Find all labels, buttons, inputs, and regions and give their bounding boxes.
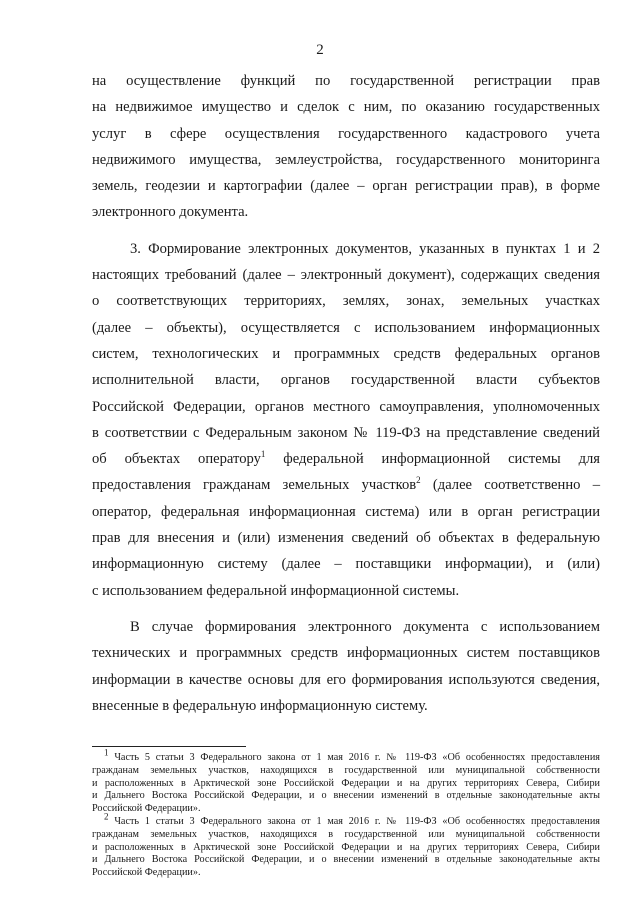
footnotes — [92, 747, 600, 880]
text-line: 3. Формирование электронных документов, указанных в пунктах 1 и 2 — [130, 240, 600, 257]
text-line: услуг в сфере осуществления государственного кадастрового учета — [92, 125, 600, 142]
footnote-line — [92, 747, 600, 765]
footnote-line: Российской Федерации». — [92, 867, 201, 879]
footnote-mark: 2 — [104, 811, 109, 822]
footnote-line: и Дальнего Востока Российской Федерации, и о внесении изменений в отдельные законодательные акты — [92, 790, 600, 802]
footnote-1 — [92, 747, 600, 816]
footnote-separator — [92, 746, 246, 747]
page-number: 2 — [316, 42, 324, 58]
footnote-mark: 1 — [104, 747, 109, 758]
footnote-line: и расположенных в Арктической зоне Российской Федерации и на других территориях Севера, Сибири — [92, 841, 600, 853]
footnote-line: гражданам земельных участков, находящихся в государственной или муниципальной собственности — [92, 828, 600, 840]
footnote-reference-2: 2 — [416, 475, 421, 486]
footnote-2 — [92, 811, 600, 880]
text-line: внесенные в федеральную информационную систему. — [92, 697, 428, 714]
text-line-with-footnote — [92, 446, 600, 472]
text-line: земель, геодезии и картографии (далее – орган регистрации прав), в форме — [92, 178, 600, 195]
paragraph-3 — [92, 614, 600, 719]
paragraph-1 — [92, 68, 600, 226]
footnote-reference-1: 1 — [260, 449, 266, 460]
text-line: исполнительной власти, органов государственной власти субъектов — [92, 372, 600, 389]
text-segment: (далее соответственно – — [432, 477, 600, 494]
text-line: информационную систему (далее – поставщики информации), и (или) — [92, 556, 600, 573]
text-segment: об объектах оператору — [92, 451, 261, 468]
text-line: (далее – объекты), осуществляется с использованием информационных — [92, 319, 600, 336]
footnote-line — [92, 811, 600, 829]
text-segment: Часть 5 статьи 3 Федерального закона от 1 мая 2016 г. № 119-ФЗ «Об особенностях предоставления — [114, 752, 600, 763]
text-line: В случае формирования электронного документа с использованием — [130, 618, 600, 635]
text-line: с использованием федеральной информационной системы. — [92, 582, 460, 599]
text-segment: федеральной информационной системы для — [283, 451, 600, 468]
footnote-line: и Дальнего Востока Российской Федерации, и о внесении изменений в отдельные законодательные акты — [92, 854, 600, 866]
text-line: информации в качестве основы для его формирования используются сведения, — [92, 671, 600, 688]
footnote-line: Российской Федерации». — [92, 803, 201, 815]
text-line: электронного документа. — [92, 204, 249, 221]
text-segment: Часть 1 статьи 3 Федерального закона от 1 мая 2016 г. № 119-ФЗ «Об особенностях предоставления — [114, 815, 600, 827]
text-line: о соответствующих территориях, землях, зонах, земельных участках — [92, 293, 600, 310]
text-line: на недвижимое имущество и сделок с ним, по оказанию государственных — [92, 99, 600, 116]
text-line: настоящих требований (далее – электронный документ), содержащих сведения — [92, 267, 600, 284]
footnote-line: и расположенных в Арктической зоне Российской Федерации и на других территориях Севера, Сибири — [92, 777, 600, 789]
text-line: прав для внесения и (или) изменения сведений об объектах в федеральную — [92, 530, 600, 547]
text-line-with-footnote — [92, 472, 600, 498]
footnote-line: гражданам земельных участков, находящихся в государственной или муниципальной собственности — [92, 764, 600, 776]
text-segment: предоставления гражданам земельных участков — [92, 477, 417, 494]
text-line: на осуществление функций по государственной регистрации прав — [92, 73, 600, 89]
text-line: недвижимого имущества, землеустройства, государственного мониторинга — [92, 151, 600, 168]
text-line: Российской Федерации, органов местного самоуправления, уполномоченных — [92, 398, 600, 415]
paragraph-2 — [92, 236, 600, 604]
text-line: оператор, федеральная информационная система) или в орган регистрации — [92, 503, 600, 520]
text-line: систем, технологических и программных средств федеральных органов — [92, 345, 600, 362]
text-line: технических и программных средств информационных систем поставщиков — [92, 645, 600, 662]
document-body — [92, 68, 600, 719]
text-line: в соответствии с Федеральным законом № 119-ФЗ на представление сведений — [92, 424, 600, 441]
